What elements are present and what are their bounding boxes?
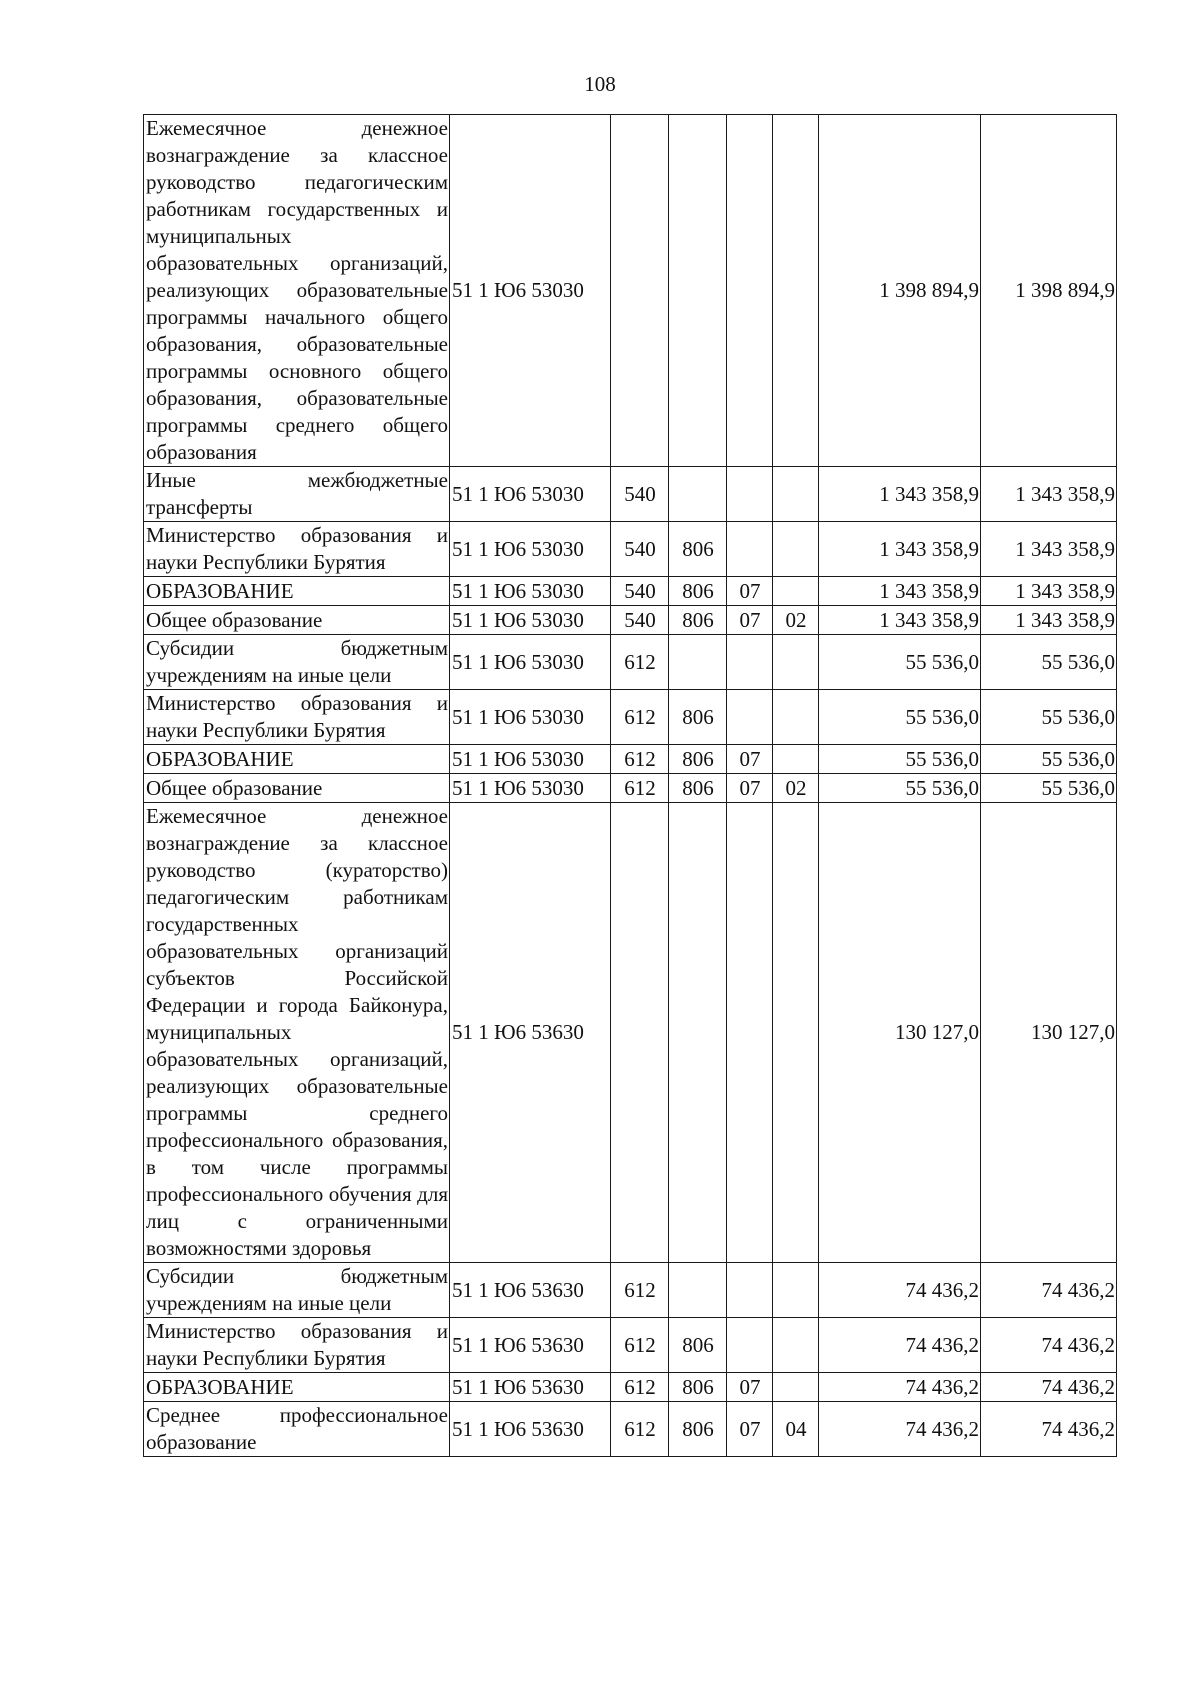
row-grbs: 806 — [669, 577, 727, 606]
row-name: Общее образование — [144, 606, 450, 635]
row-pr — [773, 522, 819, 577]
row-rz — [727, 690, 773, 745]
row-name: Министерство образования и науки Республики Бурятия — [144, 690, 450, 745]
row-vr — [611, 803, 669, 1263]
row-pr — [773, 1318, 819, 1373]
row-rz — [727, 522, 773, 577]
row-sum-2: 74 436,2 — [981, 1318, 1117, 1373]
row-grbs — [669, 803, 727, 1263]
table-row — [144, 1263, 1117, 1318]
row-name: Среднее профессиональное образование — [144, 1402, 450, 1457]
row-rz: 07 — [727, 1373, 773, 1402]
row-code: 51 1 Ю6 53630 — [450, 1318, 611, 1373]
row-name: ОБРАЗОВАНИЕ — [144, 745, 450, 774]
row-rz — [727, 803, 773, 1263]
row-vr: 612 — [611, 745, 669, 774]
row-rz — [727, 1318, 773, 1373]
row-vr: 612 — [611, 1263, 669, 1318]
row-sum-1: 74 436,2 — [819, 1318, 981, 1373]
row-grbs — [669, 115, 727, 467]
row-code: 51 1 Ю6 53030 — [450, 606, 611, 635]
page-number: 108 — [584, 72, 616, 96]
row-vr: 612 — [611, 1402, 669, 1457]
row-sum-2: 74 436,2 — [981, 1402, 1117, 1457]
row-vr: 612 — [611, 1318, 669, 1373]
row-sum-2: 55 536,0 — [981, 774, 1117, 803]
row-grbs: 806 — [669, 745, 727, 774]
row-grbs: 806 — [669, 606, 727, 635]
row-pr: 02 — [773, 774, 819, 803]
row-grbs — [669, 467, 727, 522]
row-vr: 612 — [611, 774, 669, 803]
row-rz: 07 — [727, 606, 773, 635]
row-vr: 540 — [611, 522, 669, 577]
table-row — [144, 1402, 1117, 1457]
row-code: 51 1 Ю6 53030 — [450, 690, 611, 745]
row-sum-2: 74 436,2 — [981, 1373, 1117, 1402]
row-sum-2: 74 436,2 — [981, 1263, 1117, 1318]
row-vr — [611, 115, 669, 467]
row-name: Министерство образования и науки Республики Бурятия — [144, 1318, 450, 1373]
row-rz — [727, 1263, 773, 1318]
row-sum-1: 74 436,2 — [819, 1263, 981, 1318]
row-code: 51 1 Ю6 53630 — [450, 1402, 611, 1457]
row-pr — [773, 635, 819, 690]
row-name: Субсидии бюджетным учреждениям на иные цели — [144, 635, 450, 690]
row-code: 51 1 Ю6 53030 — [450, 115, 611, 467]
row-pr: 02 — [773, 606, 819, 635]
row-sum-2: 55 536,0 — [981, 690, 1117, 745]
row-grbs: 806 — [669, 1318, 727, 1373]
table-row — [144, 803, 1117, 1263]
row-vr: 612 — [611, 1373, 669, 1402]
row-grbs: 806 — [669, 690, 727, 745]
table-row — [144, 522, 1117, 577]
row-name: Министерство образования и науки Республики Бурятия — [144, 522, 450, 577]
row-code: 51 1 Ю6 53030 — [450, 635, 611, 690]
row-sum-1: 1 343 358,9 — [819, 522, 981, 577]
row-rz — [727, 467, 773, 522]
row-vr: 612 — [611, 635, 669, 690]
row-code: 51 1 Ю6 53030 — [450, 774, 611, 803]
row-pr — [773, 467, 819, 522]
table-row — [144, 690, 1117, 745]
row-sum-2: 130 127,0 — [981, 803, 1117, 1263]
row-code: 51 1 Ю6 53030 — [450, 745, 611, 774]
row-sum-2: 1 343 358,9 — [981, 606, 1117, 635]
row-name: Иные межбюджетные трансферты — [144, 467, 450, 522]
row-sum-2: 1 343 358,9 — [981, 522, 1117, 577]
row-sum-1: 74 436,2 — [819, 1402, 981, 1457]
row-sum-1: 1 343 358,9 — [819, 606, 981, 635]
row-pr — [773, 577, 819, 606]
row-rz: 07 — [727, 745, 773, 774]
row-sum-2: 55 536,0 — [981, 635, 1117, 690]
row-name: Ежемесячное денежное вознаграждение за классное руководство (кураторство) педагогическим работникам государственных образовательных организаций субъектов Российской Федерации и города Байконура, муниципальных образовательных организаций, реализующих образовательные программы среднего профессионального образования, в том числе программы профессионального обучения для лиц с ограниченными возможностями здоровья — [144, 803, 450, 1263]
table-row — [144, 577, 1117, 606]
row-grbs: 806 — [669, 522, 727, 577]
row-sum-1: 55 536,0 — [819, 635, 981, 690]
row-rz: 07 — [727, 1402, 773, 1457]
row-rz — [727, 115, 773, 467]
row-name: Общее образование — [144, 774, 450, 803]
row-sum-1: 55 536,0 — [819, 690, 981, 745]
row-pr — [773, 115, 819, 467]
budget-table — [143, 114, 1117, 1457]
row-vr: 540 — [611, 606, 669, 635]
row-code: 51 1 Ю6 53630 — [450, 1263, 611, 1318]
row-name: ОБРАЗОВАНИЕ — [144, 1373, 450, 1402]
table-row — [144, 467, 1117, 522]
row-rz: 07 — [727, 577, 773, 606]
row-sum-2: 1 343 358,9 — [981, 467, 1117, 522]
row-grbs — [669, 1263, 727, 1318]
table-row — [144, 1373, 1117, 1402]
row-sum-2: 1 343 358,9 — [981, 577, 1117, 606]
row-sum-2: 55 536,0 — [981, 745, 1117, 774]
row-grbs: 806 — [669, 1373, 727, 1402]
row-sum-1: 1 343 358,9 — [819, 467, 981, 522]
row-pr — [773, 745, 819, 774]
row-name: ОБРАЗОВАНИЕ — [144, 577, 450, 606]
table-row — [144, 745, 1117, 774]
table-row — [144, 774, 1117, 803]
row-vr: 540 — [611, 467, 669, 522]
row-vr: 612 — [611, 690, 669, 745]
row-grbs: 806 — [669, 774, 727, 803]
row-sum-1: 1 398 894,9 — [819, 115, 981, 467]
row-code: 51 1 Ю6 53630 — [450, 803, 611, 1263]
row-grbs — [669, 635, 727, 690]
table-row — [144, 115, 1117, 467]
row-rz — [727, 635, 773, 690]
row-code: 51 1 Ю6 53030 — [450, 522, 611, 577]
table-row — [144, 1318, 1117, 1373]
table-row — [144, 635, 1117, 690]
row-grbs: 806 — [669, 1402, 727, 1457]
row-vr: 540 — [611, 577, 669, 606]
row-pr — [773, 1263, 819, 1318]
row-sum-1: 74 436,2 — [819, 1373, 981, 1402]
table-row — [144, 606, 1117, 635]
row-code: 51 1 Ю6 53630 — [450, 1373, 611, 1402]
row-pr — [773, 803, 819, 1263]
row-sum-1: 55 536,0 — [819, 774, 981, 803]
row-name: Субсидии бюджетным учреждениям на иные цели — [144, 1263, 450, 1318]
row-name: Ежемесячное денежное вознаграждение за классное руководство педагогическим работникам государственных и муниципальных образовательных организаций, реализующих образовательные программы начального общего образования, образовательные программы основного общего образования, образовательные программы среднего общего образования — [144, 115, 450, 467]
row-pr — [773, 1373, 819, 1402]
row-sum-1: 55 536,0 — [819, 745, 981, 774]
row-sum-1: 130 127,0 — [819, 803, 981, 1263]
row-sum-2: 1 398 894,9 — [981, 115, 1117, 467]
row-pr — [773, 690, 819, 745]
row-code: 51 1 Ю6 53030 — [450, 577, 611, 606]
row-rz: 07 — [727, 774, 773, 803]
row-sum-1: 1 343 358,9 — [819, 577, 981, 606]
row-code: 51 1 Ю6 53030 — [450, 467, 611, 522]
row-pr: 04 — [773, 1402, 819, 1457]
